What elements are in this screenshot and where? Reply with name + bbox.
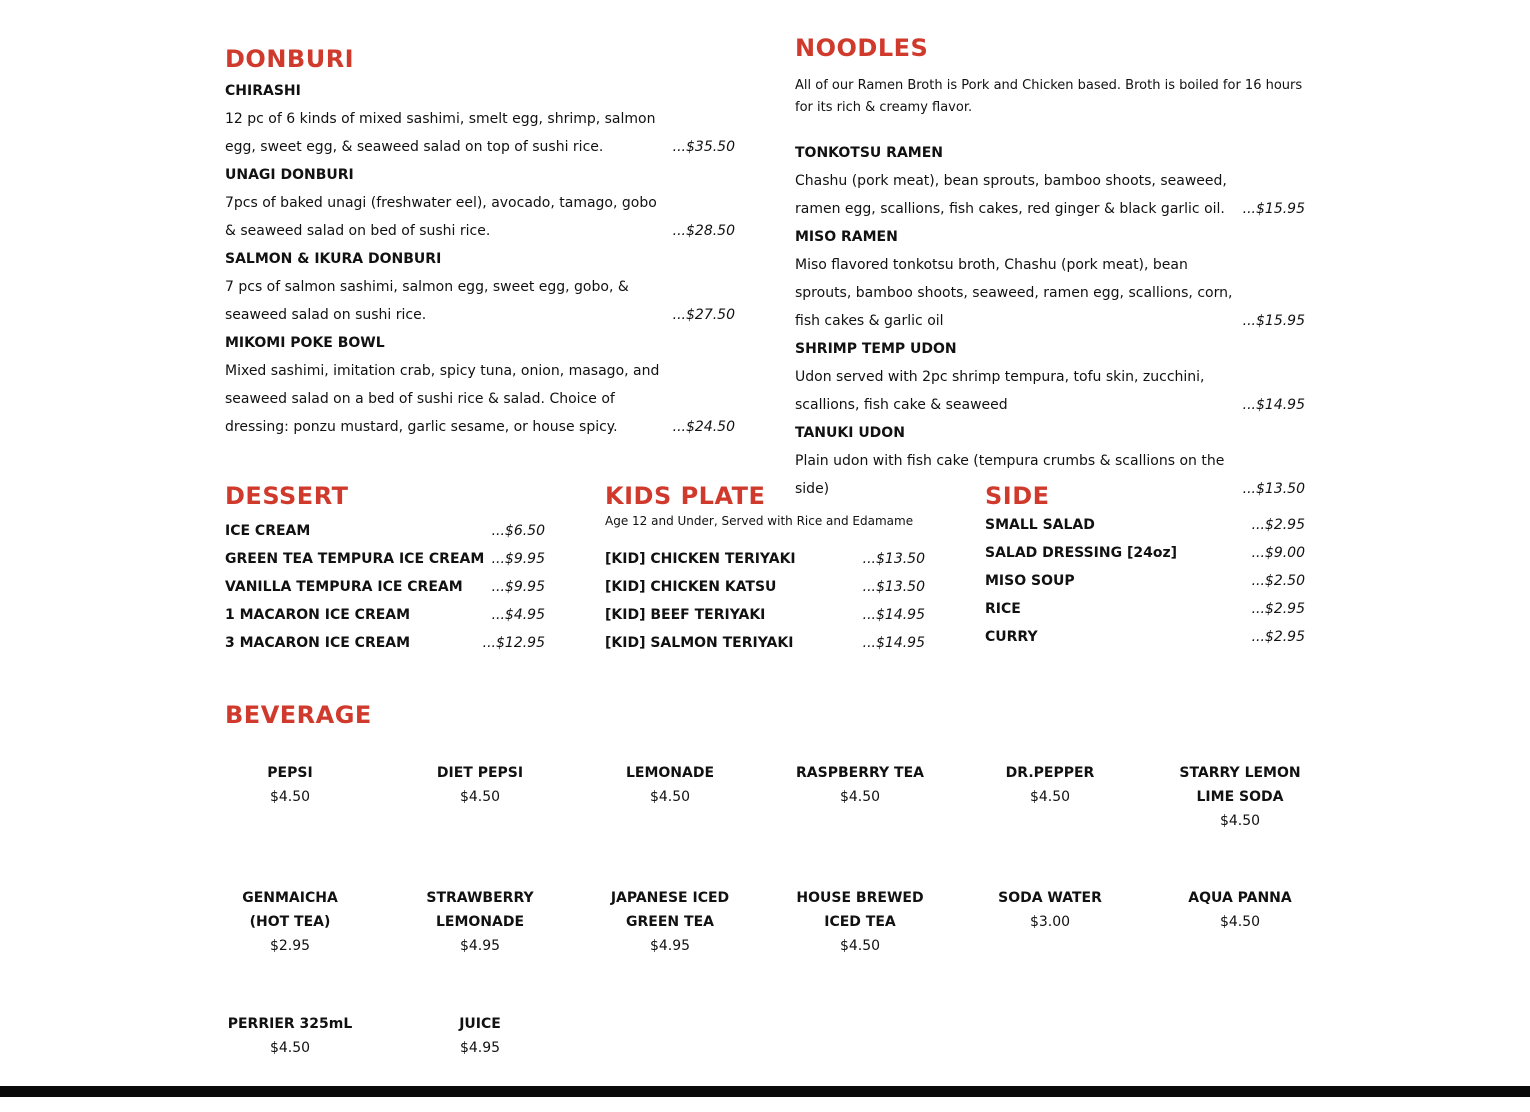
side-section: [985, 482, 1305, 651]
beverage-section: [225, 701, 1365, 1056]
item-price: ...$2.50: [1251, 572, 1305, 589]
dish-description-text: Miso flavored tonkotsu broth, Chashu (pork meat), bean sprouts, bamboo shoots, seaweed, ramen egg, scallions, corn, fish cakes & garlic oil: [795, 256, 1233, 329]
dish-name: TONKOTSU RAMEN: [795, 144, 943, 161]
noodles-intro: All of our Ramen Broth is Pork and Chicken based. Broth is boiled for 16 hours for its rich & creamy flavor.: [795, 77, 1303, 115]
item-price: ...$9.00: [1251, 544, 1305, 561]
beverage-price: $4.95: [459, 938, 501, 954]
menu-item: [985, 539, 1305, 567]
beverage-price: $4.50: [839, 789, 881, 805]
item-name: 3 MACARON ICE CREAM: [225, 634, 411, 651]
item-price: ...$9.95: [491, 578, 545, 595]
menu-item: [985, 511, 1305, 539]
item-price: ...$4.95: [491, 606, 545, 623]
item-price: ...$13.50: [862, 550, 925, 567]
item-name: [KID] SALMON TERIYAKI: [605, 634, 794, 651]
dish-price: ...$15.95: [1242, 200, 1305, 217]
beverage-name: LEMONADE: [625, 765, 715, 781]
dish-name: CHIRASHI: [225, 82, 301, 99]
beverage-name: SODA WATER: [998, 890, 1102, 906]
item-name: 1 MACARON ICE CREAM: [225, 606, 411, 623]
donburi-section: [225, 45, 735, 441]
menu-item: [985, 595, 1305, 623]
item-name: [KID] BEEF TERIYAKI: [605, 606, 766, 623]
dish-description: [225, 357, 735, 441]
item-price: ...$2.95: [1251, 516, 1305, 533]
dish-description-text: Mixed sashimi, imitation crab, spicy tuna, onion, masago, and seaweed salad on a bed of sushi rice & salad. Choice of dressing: ponzu mustard, garlic sesame, or house spicy.: [225, 362, 660, 435]
beverage-item: [225, 886, 355, 958]
item-name: SALAD DRESSING [24oz]: [985, 544, 1178, 561]
beverage-row: [225, 886, 1365, 986]
item-name: ICE CREAM: [225, 522, 311, 539]
beverage-name: PEPSI: [267, 765, 313, 781]
beverage-item: [225, 1012, 355, 1060]
kids-plate-subtitle: Age 12 and Under, Served with Rice and Edamame: [605, 513, 914, 528]
menu-item: [225, 517, 545, 545]
menu-item: [795, 335, 1305, 419]
dish-description-text: 7 pcs of salmon sashimi, salmon egg, sweet egg, gobo, & seaweed salad on sushi rice.: [225, 278, 629, 323]
item-price: ...$2.95: [1251, 628, 1305, 645]
beverage-price: $4.95: [459, 1040, 501, 1056]
dessert-section: [225, 482, 545, 657]
noodles-title: NOODLES: [795, 34, 929, 62]
beverage-price: $4.50: [1219, 813, 1261, 829]
item-name: GREEN TEA TEMPURA ICE CREAM: [225, 550, 485, 567]
beverage-item: [795, 886, 925, 958]
menu-item: [985, 567, 1305, 595]
beverage-name: DIET PEPSI: [436, 765, 524, 781]
beverage-price: $3.00: [1029, 914, 1071, 930]
donburi-title: DONBURI: [225, 45, 355, 73]
dish-price: ...$35.50: [672, 138, 735, 155]
dish-name: SHRIMP TEMP UDON: [795, 340, 957, 357]
item-name: [KID] CHICKEN TERIYAKI: [605, 550, 796, 567]
beverage-item: [1175, 886, 1305, 934]
menu-item: [605, 629, 925, 657]
dish-description: [795, 251, 1305, 335]
beverage-row: [225, 1012, 1365, 1112]
menu-item: [225, 161, 735, 245]
beverage-price: $4.50: [269, 789, 311, 805]
dish-description-text: Udon served with 2pc shrimp tempura, tofu skin, zucchini, scallions, fish cake & seaweed: [795, 368, 1205, 413]
beverage-name: GENMAICHA (HOT TEA): [242, 890, 338, 930]
dish-name: TANUKI UDON: [795, 424, 905, 441]
beverage-price: $4.50: [1029, 789, 1071, 805]
item-price: ...$6.50: [491, 522, 545, 539]
item-price: ...$13.50: [862, 578, 925, 595]
item-name: [KID] CHICKEN KATSU: [605, 578, 777, 595]
noodles-section: [795, 34, 1305, 503]
dish-price: ...$24.50: [672, 418, 735, 435]
dessert-title: DESSERT: [225, 482, 349, 510]
menu-item: [605, 545, 925, 573]
beverage-item: [1175, 761, 1305, 833]
item-price: ...$9.95: [491, 550, 545, 567]
item-price: ...$14.95: [862, 634, 925, 651]
item-price: ...$2.95: [1251, 600, 1305, 617]
beverage-name: STRAWBERRY LEMONADE: [426, 890, 534, 930]
beverage-price: $4.50: [1219, 914, 1261, 930]
menu-item: [985, 623, 1305, 651]
menu-item: [225, 629, 545, 657]
menu-item: [225, 329, 735, 441]
beverage-price: $4.95: [649, 938, 691, 954]
item-name: RICE: [985, 600, 1021, 617]
beverage-item: [795, 761, 925, 809]
menu-item: [225, 601, 545, 629]
beverage-price: $4.50: [649, 789, 691, 805]
dish-description: [225, 189, 735, 245]
menu-item: [795, 139, 1305, 223]
beverage-item: [605, 886, 735, 958]
item-name: SMALL SALAD: [985, 516, 1095, 533]
beverage-name: JAPANESE ICED GREEN TEA: [610, 890, 730, 930]
beverage-name: DR.PEPPER: [1005, 765, 1095, 781]
beverage-name: STARRY LEMON LIME SODA: [1179, 765, 1301, 805]
dish-description: [795, 363, 1305, 419]
dish-description: [225, 273, 735, 329]
kids-plate-section: [605, 482, 925, 657]
dish-name: MISO RAMEN: [795, 228, 898, 245]
dish-description-text: 7pcs of baked unagi (freshwater eel), avocado, tamago, gobo & seaweed salad on bed of sushi rice.: [225, 194, 657, 239]
dish-description-text: 12 pc of 6 kinds of mixed sashimi, smelt egg, shrimp, salmon egg, sweet egg, & seaweed salad on top of sushi rice.: [225, 110, 656, 155]
menu-item: [225, 245, 735, 329]
beverage-item: [415, 761, 545, 809]
beverage-name: HOUSE BREWED ICED TEA: [796, 890, 924, 930]
dish-price: ...$15.95: [1242, 312, 1305, 329]
beverage-price: $2.95: [269, 938, 311, 954]
beverage-item: [225, 761, 355, 809]
beverage-item: [415, 886, 545, 958]
beverage-name: RASPBERRY TEA: [796, 765, 924, 781]
dish-description: [795, 167, 1305, 223]
beverage-item: [415, 1012, 545, 1060]
dish-name: MIKOMI POKE BOWL: [225, 334, 385, 351]
item-name: VANILLA TEMPURA ICE CREAM: [225, 578, 463, 595]
footer-bar: [0, 1086, 1530, 1097]
menu-item: [225, 77, 735, 161]
side-title: SIDE: [985, 482, 1050, 510]
item-name: MISO SOUP: [985, 572, 1075, 589]
dish-name: SALMON & IKURA DONBURI: [225, 250, 442, 267]
beverage-name: AQUA PANNA: [1188, 890, 1292, 906]
dish-description-text: Plain udon with fish cake (tempura crumbs & scallions on the side): [795, 452, 1225, 497]
dish-price: ...$14.95: [1242, 396, 1305, 413]
beverage-item: [985, 886, 1115, 934]
beverage-price: $4.50: [459, 789, 501, 805]
dish-price: ...$27.50: [672, 306, 735, 323]
beverage-price: $4.50: [269, 1040, 311, 1056]
item-price: ...$14.95: [862, 606, 925, 623]
dish-price: ...$13.50: [1242, 480, 1305, 497]
menu-item: [605, 573, 925, 601]
dish-description-text: Chashu (pork meat), bean sprouts, bamboo shoots, seaweed, ramen egg, scallions, fish cakes, red ginger & black garlic oil.: [795, 172, 1227, 217]
menu-item: [225, 573, 545, 601]
dish-name: UNAGI DONBURI: [225, 166, 354, 183]
beverage-name: JUICE: [459, 1016, 501, 1032]
beverage-name: PERRIER 325mL: [227, 1016, 353, 1032]
beverage-price: $4.50: [839, 938, 881, 954]
dish-price: ...$28.50: [672, 222, 735, 239]
beverage-item: [605, 761, 735, 809]
menu-item: [795, 223, 1305, 335]
menu-item: [605, 601, 925, 629]
kids-plate-title: KIDS PLATE: [605, 482, 766, 510]
beverage-title: BEVERAGE: [225, 701, 372, 729]
beverage-row: [225, 761, 1365, 861]
beverage-item: [985, 761, 1115, 809]
item-name: CURRY: [985, 628, 1038, 645]
dish-description: [225, 105, 735, 161]
menu-item: [225, 545, 545, 573]
item-price: ...$12.95: [482, 634, 545, 651]
